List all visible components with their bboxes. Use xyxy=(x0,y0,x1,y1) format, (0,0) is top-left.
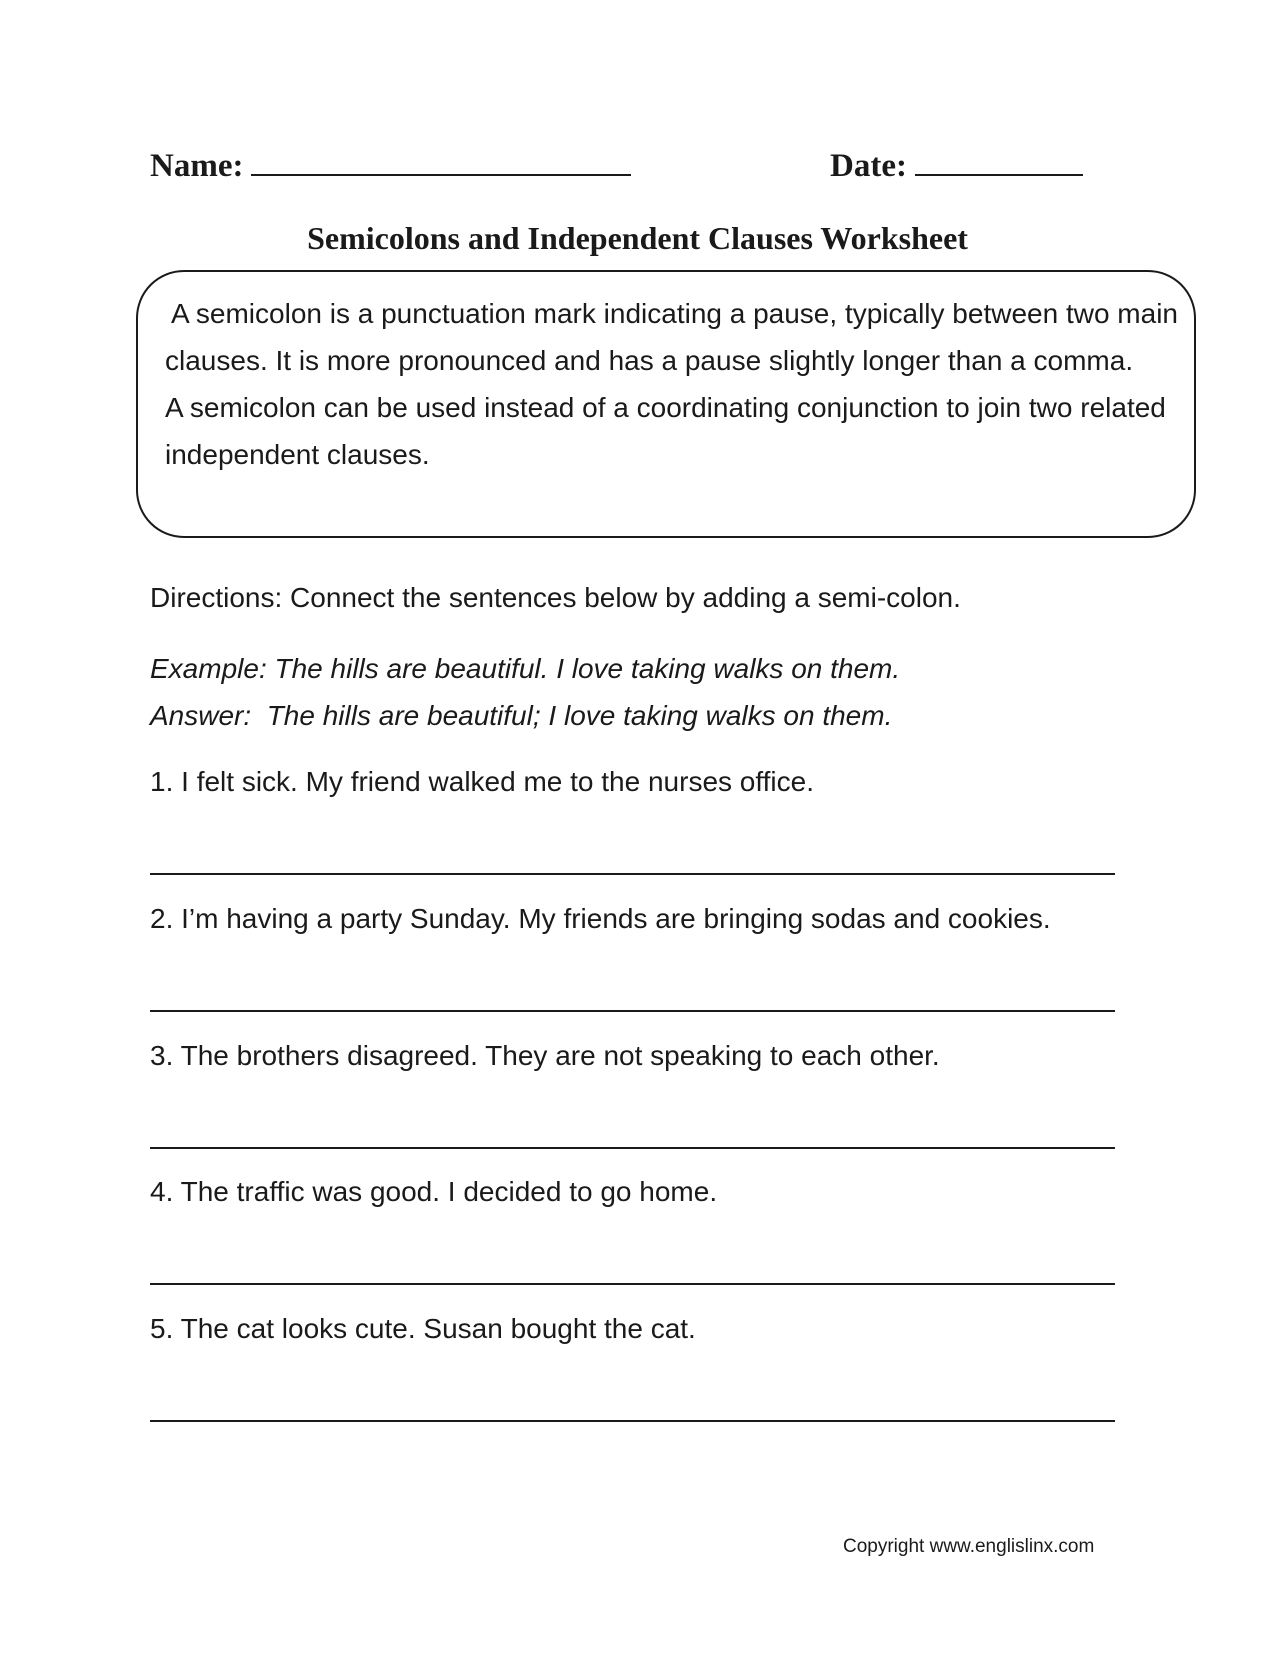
info-text xyxy=(165,290,1195,478)
answer-line-4[interactable] xyxy=(150,1283,1115,1285)
date-blank-line[interactable] xyxy=(915,148,1083,176)
answer-line-2[interactable] xyxy=(150,1010,1115,1012)
name-field xyxy=(150,148,631,185)
answer-line-1[interactable] xyxy=(150,873,1115,875)
example-sentence: Example: The hills are beautiful. I love taking walks on them. xyxy=(150,653,901,684)
date-field xyxy=(830,148,1083,185)
question-5: 5. The cat looks cute. Susan bought the cat. xyxy=(150,1313,696,1344)
name-blank-line[interactable] xyxy=(251,148,631,176)
directions-text: Directions: Connect the sentences below by adding a semi-colon. xyxy=(150,582,961,613)
question-4: 4. The traffic was good. I decided to go home. xyxy=(150,1176,718,1207)
answer-line-5[interactable] xyxy=(150,1420,1115,1422)
question-1: 1. I felt sick. My friend walked me to the nurses office. xyxy=(150,766,814,797)
info-paragraph-2: A semicolon can be used instead of a coordinating conjunction to join two related independent clauses. xyxy=(165,392,1166,470)
answer-line-3[interactable] xyxy=(150,1147,1115,1149)
question-2: 2. I’m having a party Sunday. My friends are bringing sodas and cookies. xyxy=(150,903,1051,934)
worksheet-title: Semicolons and Independent Clauses Worksheet xyxy=(307,220,968,256)
copyright-text: Copyright www.englislinx.com xyxy=(843,1536,1095,1557)
info-paragraph-1: A semicolon is a punctuation mark indicating a pause, typically between two main clauses. It is more pronounced and has a pause slightly longer than a comma. xyxy=(165,298,1178,376)
date-label: Date: xyxy=(830,148,907,184)
example-answer: Answer: The hills are beautiful; I love taking walks on them. xyxy=(150,700,893,731)
name-label: Name: xyxy=(150,148,244,184)
question-3: 3. The brothers disagreed. They are not speaking to each other. xyxy=(150,1040,940,1071)
